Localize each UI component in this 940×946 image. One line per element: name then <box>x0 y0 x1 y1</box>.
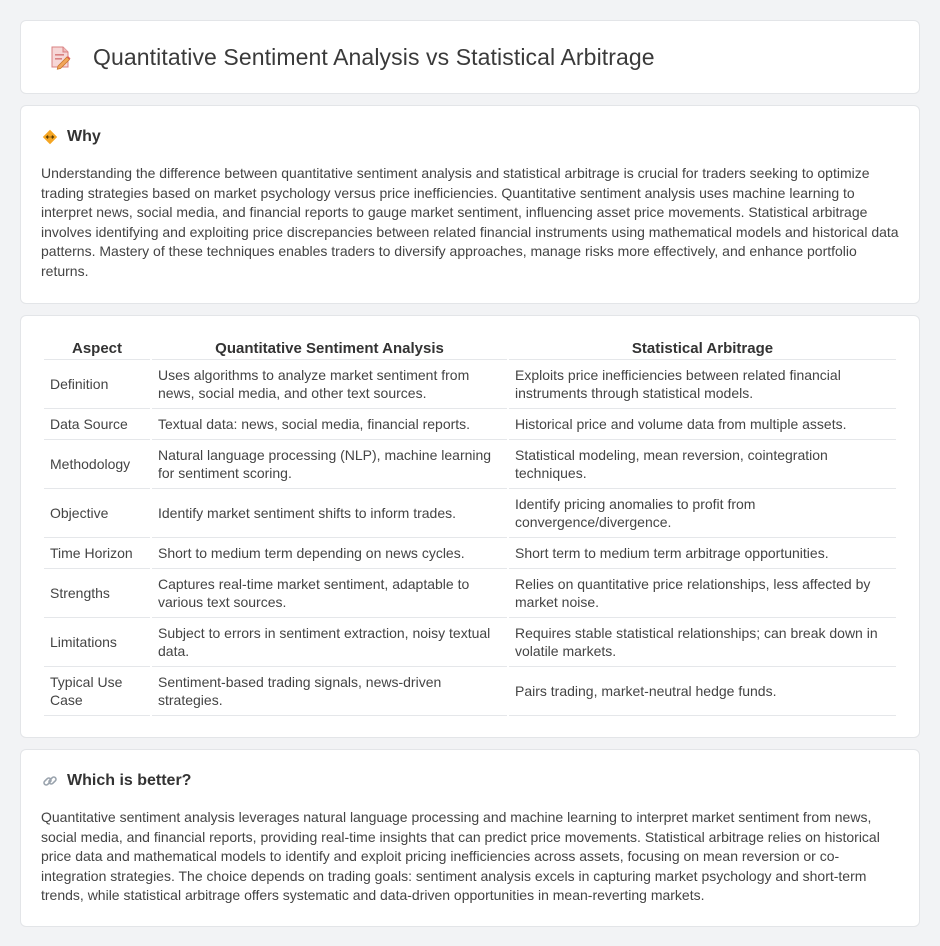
table-row <box>44 409 896 440</box>
sa-cell: Exploits price inefficiencies between related financial instruments through statistical models. <box>509 360 896 409</box>
sa-cell: Short term to medium term arbitrage opportunities. <box>509 538 896 569</box>
document-edit-icon <box>45 42 75 72</box>
which-is-better-section <box>20 749 920 927</box>
qsa-cell: Natural language processing (NLP), machine learning for sentiment scoring. <box>152 440 507 489</box>
aspect-cell: Limitations <box>44 618 150 667</box>
sa-cell: Identify pricing anomalies to profit from convergence/divergence. <box>509 489 896 538</box>
table-row <box>44 538 896 569</box>
qsa-cell: Textual data: news, social media, financial reports. <box>152 409 507 440</box>
better-heading: Which is better? <box>67 772 192 789</box>
why-text: Understanding the difference between quantitative sentiment analysis and statistical arbitrage is crucial for traders seeking to optimize trading strategies based on market psychology versus price inefficiencies. Quantitative sentiment analysis uses machine learning to interpret news, social media, and financial reports to gauge market sentiment, influencing asset price movements. Statistical arbitrage involves identifying and exploiting price discrepancies between related financial instruments using mathematical models and historical data patterns. Mastery of these techniques enables traders to diversify approaches, manage risks more effectively, and enhance portfolio returns. <box>41 165 899 279</box>
table-row <box>44 569 896 618</box>
better-text: Quantitative sentiment analysis leverages natural language processing and machine learning to interpret market sentiment from news, social media, and financial reports, providing real-time insights that can predict price movements. Statistical arbitrage relies on historical price data and mathematical models to identify and exploit pricing inefficiencies across assets, focusing on mean reversion or co-integration strategies. The choice depends on trading goals: sentiment analysis excels in capturing market psychology and short-term trends, while statistical arbitrage offers systematic and data-driven opportunities in mean-reverting markets. <box>41 809 880 904</box>
page-title: Quantitative Sentiment Analysis vs Statistical Arbitrage <box>93 43 655 70</box>
qsa-cell: Short to medium term depending on news cycles. <box>152 538 507 569</box>
aspect-cell: Data Source <box>44 409 150 440</box>
table-row <box>44 360 896 409</box>
diamond-arrows-icon <box>41 128 59 146</box>
aspect-cell: Strengths <box>44 569 150 618</box>
link-icon <box>41 772 59 790</box>
table-row <box>44 440 896 489</box>
why-heading: Why <box>67 128 101 145</box>
comparison-table <box>42 336 898 716</box>
sa-cell: Statistical modeling, mean reversion, cointegration techniques. <box>509 440 896 489</box>
comparison-section <box>20 315 920 738</box>
sa-cell: Historical price and volume data from multiple assets. <box>509 409 896 440</box>
aspect-cell: Objective <box>44 489 150 538</box>
qsa-cell: Subject to errors in sentiment extraction, noisy textual data. <box>152 618 507 667</box>
header-quantitative-sentiment-analysis: Quantitative Sentiment Analysis <box>152 336 507 360</box>
sa-cell: Relies on quantitative price relationships, less affected by market noise. <box>509 569 896 618</box>
aspect-cell: Methodology <box>44 440 150 489</box>
table-row <box>44 667 896 716</box>
better-header <box>41 772 899 790</box>
table-row <box>44 489 896 538</box>
aspect-cell: Definition <box>44 360 150 409</box>
table-row <box>44 618 896 667</box>
aspect-cell: Time Horizon <box>44 538 150 569</box>
title-card <box>20 20 920 94</box>
sa-cell: Pairs trading, market-neutral hedge funds. <box>509 667 896 716</box>
header-aspect: Aspect <box>44 336 150 360</box>
why-header <box>41 128 899 146</box>
qsa-cell: Sentiment-based trading signals, news-driven strategies. <box>152 667 507 716</box>
aspect-cell: Typical Use Case <box>44 667 150 716</box>
qsa-cell: Uses algorithms to analyze market sentiment from news, social media, and other text sources. <box>152 360 507 409</box>
header-statistical-arbitrage: Statistical Arbitrage <box>509 336 896 360</box>
why-section <box>20 105 920 304</box>
table-header-row <box>44 336 896 360</box>
sa-cell: Requires stable statistical relationships; can break down in volatile markets. <box>509 618 896 667</box>
qsa-cell: Identify market sentiment shifts to inform trades. <box>152 489 507 538</box>
qsa-cell: Captures real-time market sentiment, adaptable to various text sources. <box>152 569 507 618</box>
